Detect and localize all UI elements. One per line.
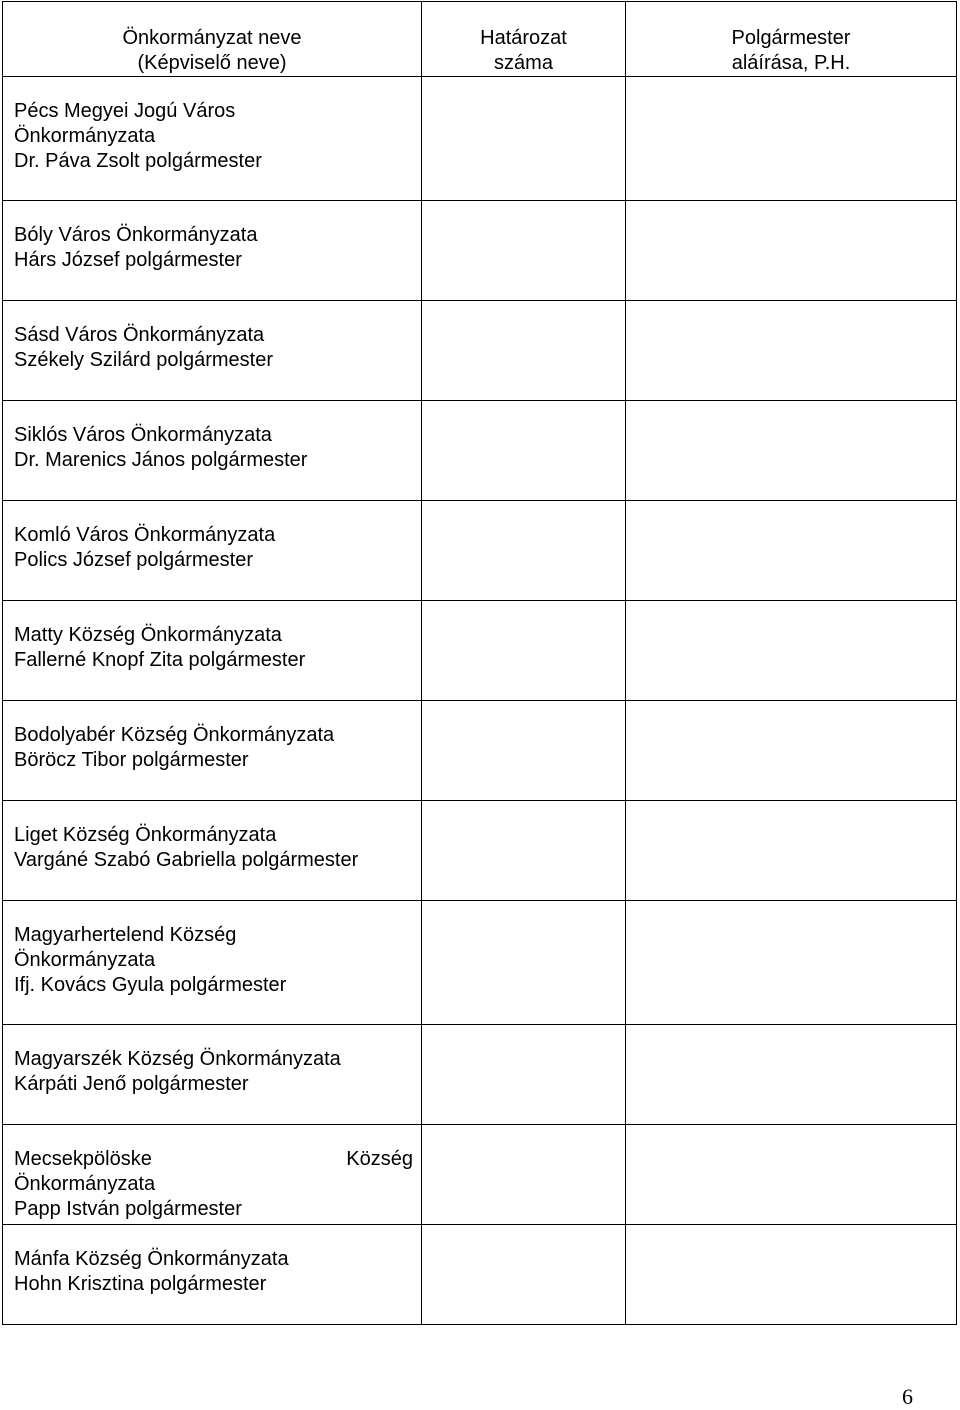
municipality-line: Magyarhertelend Község	[14, 924, 237, 946]
municipality-cell	[3, 401, 422, 501]
table-row	[3, 601, 957, 701]
resolution-cell	[422, 901, 626, 1025]
table-row	[3, 701, 957, 801]
table-row	[3, 301, 957, 401]
signature-cell	[626, 401, 957, 501]
table-row	[3, 1225, 957, 1325]
signature-cell	[626, 601, 957, 701]
municipality-cell	[3, 801, 422, 901]
mayor-line: Ifj. Kovács Gyula polgármester	[14, 974, 287, 996]
header-municipality	[3, 2, 422, 77]
mayor-line: Hárs József polgármester	[14, 249, 242, 271]
table-row	[3, 201, 957, 301]
resolution-cell	[422, 401, 626, 501]
municipality-line: Bóly Város Önkormányzata	[14, 224, 258, 246]
signature-cell	[626, 77, 957, 201]
mayor-line: Dr. Marenics János polgármester	[14, 449, 308, 471]
municipality-line: Bodolyabér Község Önkormányzata	[14, 724, 335, 746]
table-row	[3, 1125, 957, 1225]
mayor-line: Fallerné Knopf Zita polgármester	[14, 649, 306, 671]
municipality-cell	[3, 601, 422, 701]
municipality-line: Komló Város Önkormányzata	[14, 524, 276, 546]
mayor-line: Papp István polgármester	[14, 1198, 242, 1220]
municipality-cell	[3, 701, 422, 801]
municipality-line: Mánfa Község Önkormányzata	[14, 1248, 289, 1270]
signature-cell	[626, 1125, 957, 1225]
signature-cell	[626, 301, 957, 401]
table-header-row	[3, 2, 957, 77]
header-resolution-line2: száma	[494, 52, 553, 74]
municipality-cell	[3, 77, 422, 201]
municipality-cell	[3, 1225, 422, 1325]
signature-table	[2, 1, 957, 1325]
municipality-line: Pécs Megyei Jogú Város	[14, 100, 236, 122]
header-mayor-line2: aláírása, P.H.	[731, 52, 851, 74]
municipality-cell	[3, 1125, 422, 1225]
signature-cell	[626, 701, 957, 801]
mayor-line: Dr. Páva Zsolt polgármester	[14, 150, 262, 172]
table-row	[3, 801, 957, 901]
municipality-cell	[3, 201, 422, 301]
resolution-cell	[422, 601, 626, 701]
municipality-cell	[3, 501, 422, 601]
mayor-line: Böröcz Tibor polgármester	[14, 749, 249, 771]
municipality-line: Liget Község Önkormányzata	[14, 824, 277, 846]
municipality-line: Önkormányzata	[14, 949, 156, 971]
mayor-line: Vargáné Szabó Gabriella polgármester	[14, 849, 359, 871]
mayor-line: Polics József polgármester	[14, 549, 253, 571]
municipality-cell	[3, 301, 422, 401]
resolution-cell	[422, 501, 626, 601]
resolution-cell	[422, 201, 626, 301]
table-row	[3, 501, 957, 601]
mayor-line: Hohn Krisztina polgármester	[14, 1273, 267, 1295]
municipality-name: Mecsekpölöske	[14, 1148, 152, 1170]
municipality-line: Magyarszék Község Önkormányzata	[14, 1048, 341, 1070]
resolution-cell	[422, 1025, 626, 1125]
signature-cell	[626, 901, 957, 1025]
municipality-type: Község	[346, 1148, 413, 1170]
signature-cell	[626, 1025, 957, 1125]
signature-cell	[626, 201, 957, 301]
resolution-cell	[422, 701, 626, 801]
mayor-line: Székely Szilárd polgármester	[14, 349, 273, 371]
municipality-cell	[3, 1025, 422, 1125]
header-municipality-line2: (Képviselő neve)	[137, 52, 287, 74]
table-row	[3, 901, 957, 1025]
table-row	[3, 1025, 957, 1125]
signature-cell	[626, 1225, 957, 1325]
header-resolution-line1: Határozat	[480, 27, 567, 49]
page-number: 6	[902, 1384, 913, 1409]
header-resolution	[422, 2, 626, 77]
municipality-line: Önkormányzata	[14, 125, 156, 147]
resolution-cell	[422, 1125, 626, 1225]
signature-cell	[626, 801, 957, 901]
municipality-cell	[3, 901, 422, 1025]
header-mayor-line1: Polgármester	[731, 27, 851, 49]
resolution-cell	[422, 1225, 626, 1325]
header-mayor-signature	[626, 2, 957, 77]
resolution-cell	[422, 77, 626, 201]
signature-cell	[626, 501, 957, 601]
resolution-cell	[422, 301, 626, 401]
municipality-line-split	[14, 1147, 413, 1172]
resolution-cell	[422, 801, 626, 901]
municipality-line: Matty Község Önkormányzata	[14, 624, 282, 646]
table-row	[3, 401, 957, 501]
table-row	[3, 77, 957, 201]
municipality-line: Sásd Város Önkormányzata	[14, 324, 265, 346]
header-municipality-line1: Önkormányzat neve	[122, 27, 302, 49]
mayor-line: Kárpáti Jenő polgármester	[14, 1073, 249, 1095]
municipality-line: Önkormányzata	[14, 1173, 156, 1195]
municipality-line: Siklós Város Önkormányzata	[14, 424, 272, 446]
